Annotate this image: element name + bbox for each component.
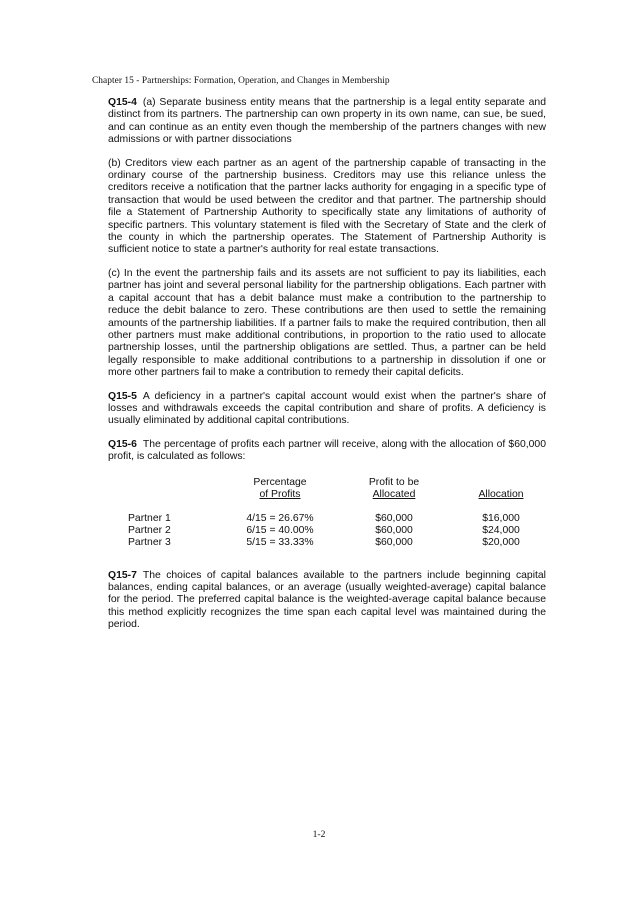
allocation-table (108, 475, 546, 559)
q15-5-label: Q15-5 (108, 390, 137, 402)
q15-7 (108, 570, 546, 632)
q15-6-text: The percentage of profits each partner will receive, along with the allocation of $60,000 profit, is calculated as follows: (108, 438, 546, 463)
header-percentage-line2: of Profits (259, 488, 301, 500)
q15-4-label: Q15-4 (108, 97, 137, 108)
header-percentage-line1: Percentage (253, 476, 307, 488)
q15-4-part-a-text: (a) Separate business entity means that the partnership is a legal entity separate and distinct from its partners. The partnership can own property in its own name, can sue, be sued, and can continue as an entity even though the membership of the partners changes with new admissions or with partner dissociations (108, 97, 546, 146)
q15-4-part-a (108, 97, 546, 147)
header-allocated-line2: Allocated (372, 488, 416, 500)
row-percentage: 6/15 = 40.00% (246, 524, 314, 536)
row-percentage: 4/15 = 26.67% (246, 512, 314, 524)
row-partner: Partner 3 (128, 536, 171, 548)
q15-5-text: A deficiency in a partner's capital account would exist when the partner's share of losses and withdrawals exceeds the capital contribution and share of profits. A deficiency is usually eliminated by additional capital contributions. (108, 390, 546, 427)
q15-6 (108, 439, 546, 464)
page-number: 1-2 (312, 829, 326, 840)
answers-content (108, 97, 546, 643)
row-partner: Partner 1 (128, 512, 171, 524)
row-profit: $60,000 (375, 536, 413, 548)
q15-6-label: Q15-6 (108, 438, 137, 450)
q15-7-label: Q15-7 (108, 569, 137, 581)
row-profit: $60,000 (375, 524, 413, 536)
header-allocation: Allocation (478, 488, 524, 500)
q15-7-text: The choices of capital balances available to the partners include beginning capital balances, ending capital balances, or an average (usually weighted-average) capital balance for the period. The preferred capital balance is the weighted-average capital balance because this method explicitly recognizes the time span each capital level was maintained during the period. (108, 569, 546, 631)
q15-5 (108, 391, 546, 428)
q15-4-part-c: (c) In the event the partnership fails and its assets are not sufficient to pay its liabilities, each partner has joint and several personal liability for the partnership obligations. Each partner with a capital account that has a debit balance must make a contribution to the partnership to reduce the debit balance to zero. These contributions are then used to settle the remaining amounts of the partnership liabilities. If a partner fails to make the required contribution, then all other partners must make additional contributions, in proportion to the ratio used to allocate partnership losses, until the partnership obligations are settled. Thus, a partner can be held legally responsible to make additional contributions to a partnership in dissolution if one or more other partners fail to make a contribution to remedy their capital deficits. (108, 267, 546, 379)
row-percentage: 5/15 = 33.33% (246, 536, 314, 548)
row-allocation: $16,000 (482, 512, 520, 524)
chapter-header: Chapter 15 - Partnerships: Formation, Operation, and Changes in Membership (92, 76, 390, 86)
row-allocation: $24,000 (482, 524, 520, 536)
row-partner: Partner 2 (128, 524, 171, 536)
q15-4-part-b: (b) Creditors view each partner as an agent of the partnership capable of transacting in the ordinary course of the partnership business. Creditors may use this reliance unless the creditors receive a notification that the partner lacks authority for engaging in a specific type of transaction that would be used between the creditor and that partner. The partnership should file a Statement of Partnership Authority to specifically state any limitations of authority of specific partners. This voluntary statement is filed with the Secretary of State and the clerk of the county in which the partnership operates. The Statement of Partnership Authority is sufficient notice to state a partner's authority for real estate transactions. (108, 157, 546, 256)
row-allocation: $20,000 (482, 536, 520, 548)
header-allocated-line1: Profit to be (368, 476, 420, 488)
row-profit: $60,000 (375, 512, 413, 524)
